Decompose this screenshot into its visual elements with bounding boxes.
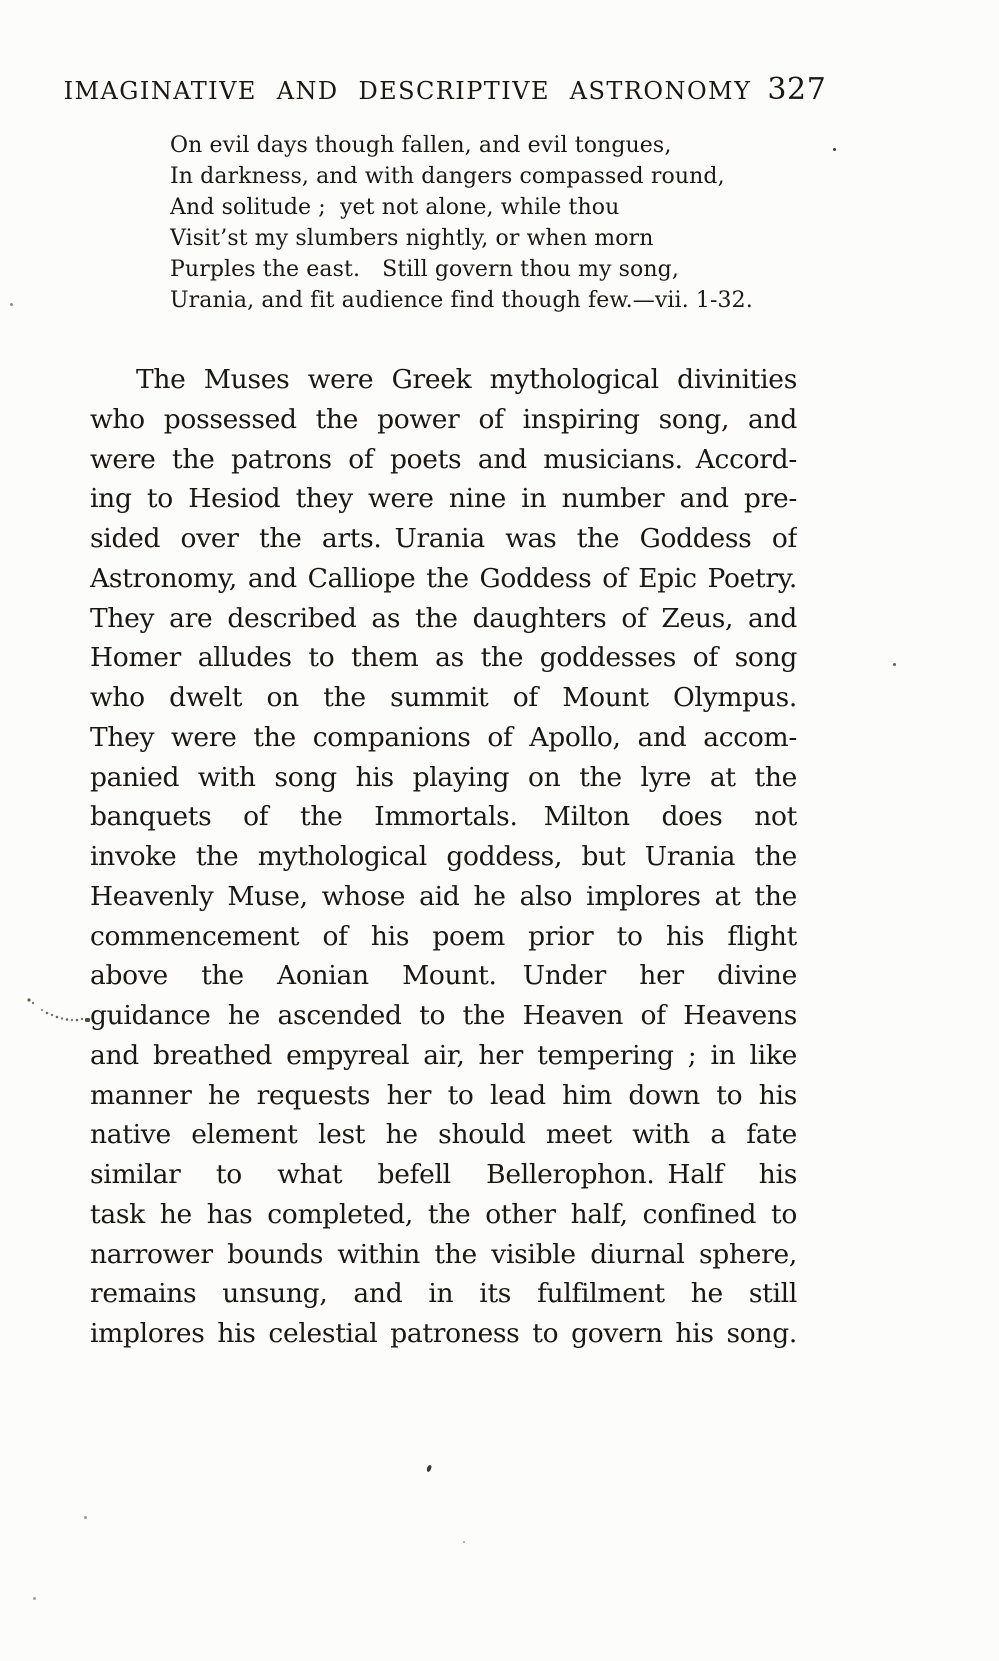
body-paragraph (90, 360, 797, 1354)
margin-smudge (26, 996, 96, 1026)
page-number: 327 (767, 72, 827, 107)
body-text-line: Astronomy, and Calliope the Goddess of Epic Poetry. (90, 562, 797, 594)
body-text-line: remains unsung, and in its fulfilment he still (90, 1278, 797, 1310)
body-text-line: sided over the arts. Urania was the Goddess of (90, 523, 797, 554)
body-text-line: who possessed the power of inspiring song, and (90, 403, 797, 435)
body-text-line: above the Aonian Mount. Under her divine (90, 960, 797, 992)
body-text-line: who dwelt on the summit of Mount Olympus. (90, 682, 797, 713)
poem-line: Purples the east. Still govern thou my song, (170, 257, 679, 282)
body-text-line: narrower bounds within the visible diurnal sphere, (90, 1238, 797, 1270)
body-text-line: invoke the mythological goddess, but Urania the (90, 841, 797, 872)
poem-quote (170, 130, 790, 316)
body-text-line: implores his celestial patroness to govern his song. (90, 1318, 797, 1349)
ink-speck (84, 1516, 87, 1519)
body-text-line: panied with song his playing on the lyre at the (90, 761, 797, 793)
body-text-line: manner he requests her to lead him down to his (90, 1079, 797, 1111)
poem-line: Visit’st my slumbers nightly, or when morn (170, 226, 654, 251)
ink-speck (10, 303, 13, 306)
body-text-line: were the patrons of poets and musicians. Accord- (90, 443, 797, 475)
body-text-line: Heavenly Muse, whose aid he also implores at the (90, 880, 797, 912)
ink-speck (33, 1597, 36, 1600)
body-text-line: and breathed empyreal air, her tempering ; in like (90, 1039, 797, 1071)
body-text-line: guidance he ascended to the Heaven of Heavens (90, 1000, 797, 1031)
body-text-line: Homer alludes to them as the goddesses of song (90, 642, 797, 674)
poem-citation-line: Urania, and fit audience find though few.—vii. 1-32. (170, 288, 753, 313)
ink-speck (893, 663, 896, 666)
poem-line: In darkness, and with dangers compassed round, (170, 164, 725, 189)
poem-line: And solitude ; yet not alone, while thou (170, 195, 620, 220)
body-text-line: native element lest he should meet with a fate (90, 1119, 797, 1151)
body-text-line: commencement of his poem prior to his flight (90, 920, 797, 952)
running-head-title: IMAGINATIVE AND DESCRIPTIVE ASTRONOMY (63, 77, 752, 105)
body-text-line: banquets of the Immortals. Milton does not (90, 801, 797, 833)
body-text-line: similar to what befell Bellerophon. Half his (90, 1159, 797, 1190)
body-text-line: The Muses were Greek mythological divinities (136, 364, 797, 395)
poem-line: On evil days though fallen, and evil tongues, (170, 133, 672, 158)
body-text-line: They were the companions of Apollo, and accom- (90, 721, 797, 753)
ink-speck (833, 148, 836, 151)
body-text-line: They are described as the daughters of Zeus, and (90, 602, 797, 634)
body-text-line: ing to Hesiod they were nine in number and pre- (90, 483, 797, 515)
page-header (63, 72, 827, 107)
ink-speck (426, 1465, 432, 1473)
body-text-line: task he has completed, the other half, confined to (90, 1198, 797, 1230)
ink-speck (463, 1541, 465, 1543)
